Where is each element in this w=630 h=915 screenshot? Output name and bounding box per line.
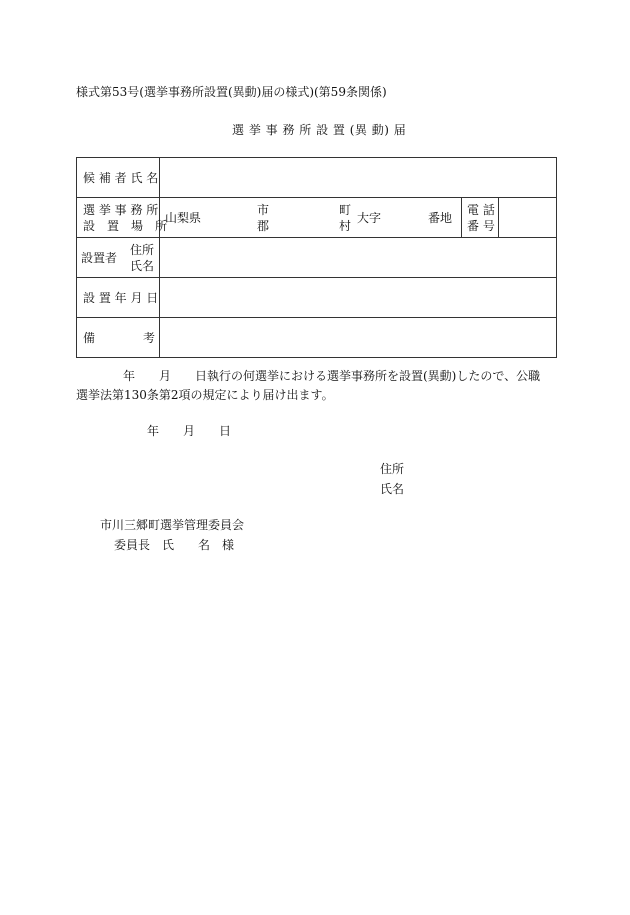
installer-label-cell	[77, 238, 160, 278]
village-text: 村	[339, 219, 352, 233]
prefecture-text: 山梨県	[165, 211, 202, 225]
row-installer	[77, 238, 557, 278]
oaza-text: 大字	[357, 211, 382, 225]
body-text-line1: 年 月 日執行の何選挙における選挙事務所を設置(異動)したので、公職	[123, 369, 541, 383]
remarks-label-cell	[77, 318, 160, 358]
form-title: 選 挙 事 務 所 設 置 (異 動) 届	[232, 123, 407, 137]
phone-label-line1: 電 話	[467, 203, 495, 217]
form-number: 様式第53号(選挙事務所設置(異動)届の様式)(第59条関係)	[76, 85, 387, 99]
remarks-label-part1: 備	[83, 331, 96, 345]
phone-label-line2: 番 号	[467, 219, 495, 233]
submission-date: 年 月 日	[147, 424, 232, 438]
county-text: 郡	[257, 219, 270, 233]
installer-address-label: 住所	[130, 243, 155, 257]
row-installation-date	[77, 278, 557, 318]
installation-date-label: 設 置 年 月 日	[83, 291, 159, 305]
installer-name-label: 氏名	[130, 259, 155, 273]
installation-date-value[interactable]	[160, 278, 557, 318]
notification-form-table	[76, 157, 557, 358]
banchi-text: 番地	[428, 211, 453, 225]
candidate-name-label-cell	[77, 158, 160, 198]
row-remarks	[77, 318, 557, 358]
signature-name-label: 氏名	[380, 482, 405, 496]
recipient-chair: 委員長 氏 名 様	[114, 538, 235, 552]
installer-value[interactable]	[160, 238, 557, 278]
remarks-value[interactable]	[160, 318, 557, 358]
office-location-label-line1: 選 挙 事 務 所	[83, 203, 159, 217]
body-text-line2: 選挙法第130条第2項の規定により届け出ます。	[76, 388, 334, 402]
town-text: 町	[339, 203, 352, 217]
remarks-label-part2: 考	[143, 331, 156, 345]
phone-number-value[interactable]	[499, 198, 557, 238]
candidate-name-value[interactable]	[160, 158, 557, 198]
row-office-location	[77, 198, 557, 238]
installation-date-label-cell	[77, 278, 160, 318]
city-text: 市	[257, 203, 270, 217]
installer-label: 設置者	[81, 251, 118, 265]
candidate-name-label: 候 補 者 氏 名	[83, 171, 159, 185]
office-location-label-cell	[77, 198, 168, 238]
row-candidate-name	[77, 158, 557, 198]
office-location-label-line2: 設 置 場 所	[83, 219, 168, 233]
signature-address-label: 住所	[380, 462, 405, 476]
recipient-committee: 市川三郷町選挙管理委員会	[100, 518, 245, 532]
office-location-value[interactable]	[160, 198, 462, 238]
phone-label-cell	[462, 198, 499, 238]
